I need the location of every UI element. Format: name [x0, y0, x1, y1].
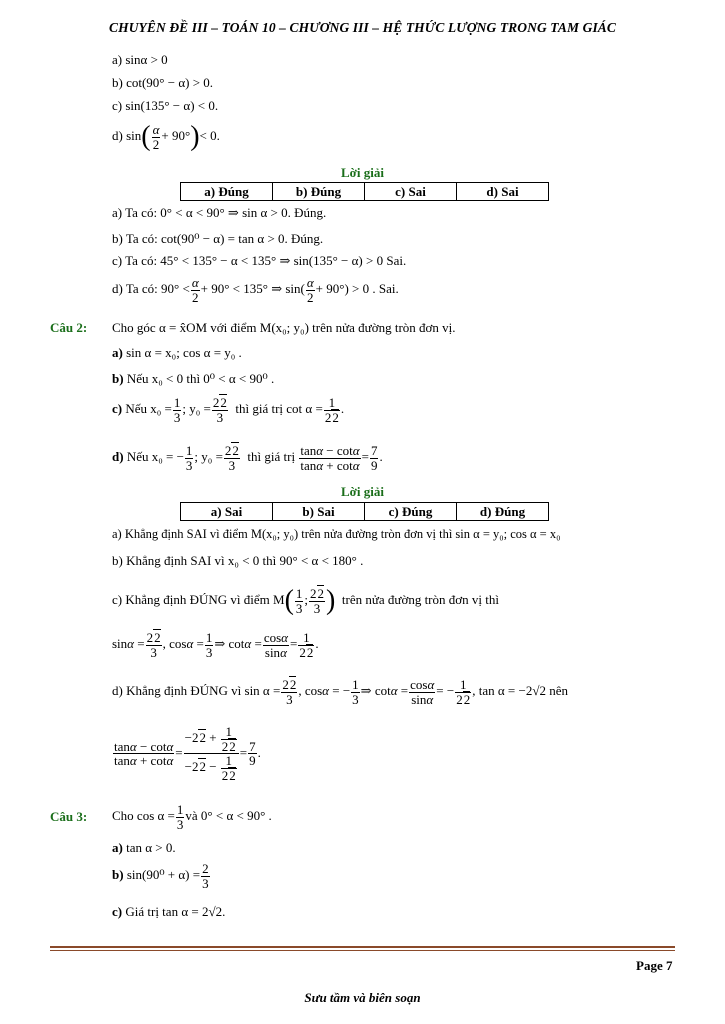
q2-answer-table	[180, 502, 549, 521]
q2-answer-b: b) Sai	[273, 503, 365, 521]
q2-explanation-d-line2: $\frac{\tan\alpha - \cot\alpha}{\tan\alpha + \cot\alpha}$ = −22 + $\frac{1}{22}$ −22 − $\frac{1}{22}$ = $\frac{7}{9}$ .	[114, 724, 261, 783]
q1-statement-c: c) sin(135° − α) < 0.	[112, 98, 219, 113]
q2-explanation-c-line1: c) Khẳng định ĐÚNG vì điểm M( $\frac{1}{3}$ ; $\frac{22}{3}$ ) trên nửa đường tròn đơn vị thì	[112, 585, 499, 616]
q2-solution-title: Lời giải	[341, 484, 384, 499]
q1-explanation-d: d) Ta có: 90° < $\frac{\alpha}{2}$ + 90° < 135° ⇒ sin( $\frac{\alpha}{2}$ + 90°) > 0 . Sai.	[112, 275, 399, 305]
q1-solution-title: Lời giải	[341, 165, 384, 180]
q1-explanation-a: a) Ta có: 0° < α < 90° ⇒ sin α > 0. Đúng.	[112, 205, 327, 220]
q2-statement-c: c) Nếu x₀ = $\frac{1}{3}$ ; y₀ = $\frac{22}{3}$ thì giá trị cot α = $\frac{1}{22}$ .	[112, 395, 345, 425]
q2-explanation-c-line2: sinα = $\frac{22}{3}$ , cosα = $\frac{1}{3}$ ⇒ cotα = $\frac{\cos\alpha}{\sin\alpha}$ = $\frac{1}{22}$ .	[112, 630, 319, 660]
page-number: Page 7	[636, 958, 673, 973]
q2-stem: Cho góc α = x̂OM với điểm M(x₀; y₀) trên nửa đường tròn đơn vị.	[112, 320, 456, 335]
q1-answer-b: b) Đúng	[273, 183, 365, 201]
q1-statement-b: b) cot(90° − α) > 0.	[112, 75, 214, 90]
footer-rule-thick	[50, 946, 675, 948]
q2-explanation-b: b) Khẳng định SAI vì x₀ < 0 thì 90° < α < 180° .	[112, 553, 364, 568]
q3-statement-b: b) sin(90⁰ + α) = $\frac{2}{3}$	[112, 861, 209, 891]
q2-answer-d: d) Đúng	[457, 503, 549, 521]
q1-answer-table	[180, 182, 549, 201]
q3-statement-a: a) tan α > 0.	[112, 840, 176, 855]
q2-explanation-a: a) Khẳng định SAI vì điểm M(x₀; y₀) trên nửa đường tròn đơn vị thì sin α = y₀; cos α = x₀	[112, 527, 561, 541]
q2-answer-a: a) Sai	[181, 503, 273, 521]
q3-statement-c: c) Giá trị tan α = 2√2.	[112, 904, 226, 919]
q1-statement-a: a) sinα > 0	[112, 52, 168, 67]
q2-statement-a: a) sin α = x₀; cos α = y₀ .	[112, 345, 242, 360]
q1-statement-d: d) sin( $\frac{\alpha}{2}$ + 90°)< 0.	[112, 121, 220, 152]
footer-rule-thin	[50, 950, 675, 951]
q1-answer-d: d) Sai	[457, 183, 549, 201]
footer-note: Sưu tầm và biên soạn	[304, 990, 421, 1005]
q3-stem: Cho cos α = $\frac{1}{3}$ và 0° < α < 90° .	[112, 802, 272, 832]
q1-answer-c: c) Sai	[365, 183, 457, 201]
q2-answer-c: c) Đúng	[365, 503, 457, 521]
q1-explanation-c: c) Ta có: 45° < 135° − α < 135° ⇒ sin(135° − α) > 0 Sai.	[112, 253, 407, 268]
q3-label: Câu 3:	[50, 809, 88, 824]
q2-statement-d: d) Nếu x₀ = − $\frac{1}{3}$ ; y₀ = $\frac{22}{3}$ thì giá trị $\frac{\tan\alpha - \cot\alpha}{\tan\alpha + \cot\alpha}$ = $\frac{7}{9}$ .	[112, 443, 383, 473]
q1-explanation-b: b) Ta có: cot(90⁰ − α) = tan α > 0. Đúng.	[112, 231, 324, 246]
page-header: CHUYÊN ĐỀ III – TOÁN 10 – CHƯƠNG III – HỆ THỨC LƯỢNG TRONG TAM GIÁC	[108, 20, 617, 35]
q2-explanation-d-line1: d) Khẳng định ĐÚNG vì sin α = $\frac{22}{3}$ , cosα = − $\frac{1}{3}$ ⇒ cotα = $\frac{\cos\alpha}{\sin\alpha}$ = − $\frac{1}{22}$ , tan α = −2√2 nên	[112, 677, 568, 707]
q1-answer-a: a) Đúng	[181, 183, 273, 201]
q2-label: Câu 2:	[50, 320, 88, 335]
q2-statement-b: b) Nếu x₀ < 0 thì 0⁰ < α < 90⁰ .	[112, 371, 275, 386]
